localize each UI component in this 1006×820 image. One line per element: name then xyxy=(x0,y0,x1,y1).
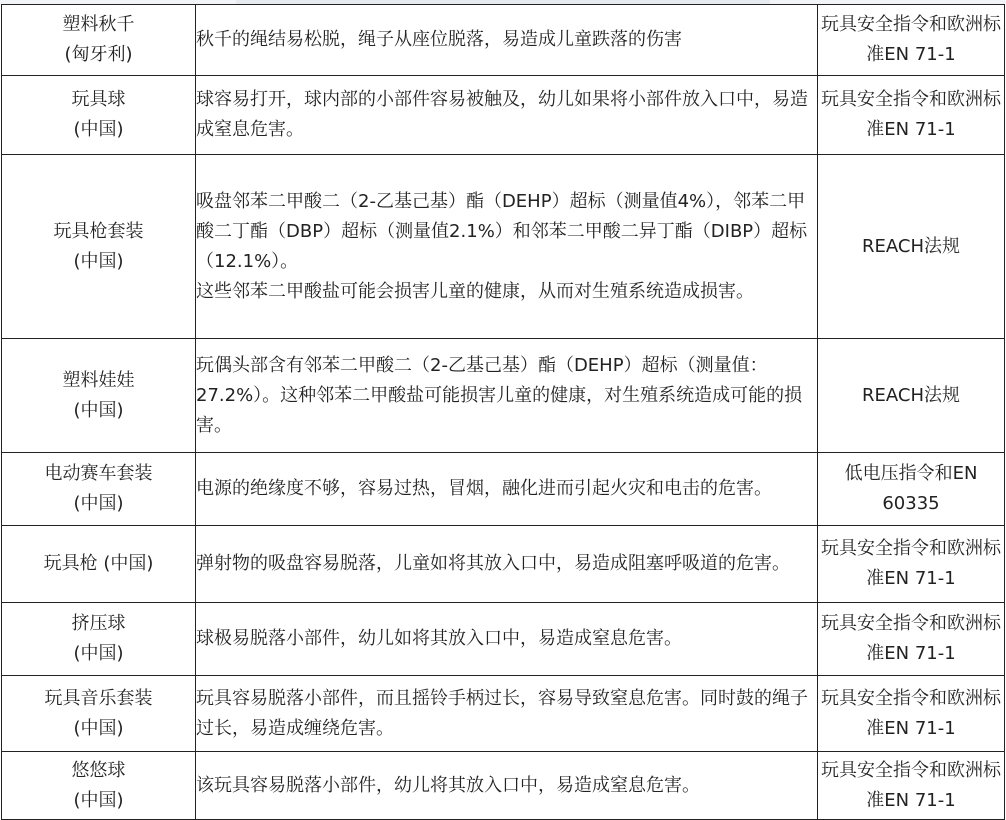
measure-cell: 玩具安全指令和欧洲标准EN 71-1 xyxy=(818,752,1005,820)
table-row xyxy=(2,155,1005,339)
hazard-text: 玩偶头部含有邻苯二甲酸二（2-乙基己基）酯（DEHP）超标（测量值：27.2%）。这种邻苯二甲酸盐可能损害儿童的健康，对生殖系统造成可能的损害。 xyxy=(196,354,803,436)
hazard-cell xyxy=(196,339,818,453)
product-cell xyxy=(2,339,196,453)
table-row xyxy=(2,5,1005,76)
product-origin: (中国) xyxy=(73,643,124,664)
product-cell xyxy=(2,752,196,820)
hazard-cell xyxy=(196,76,818,155)
measure-cell: 玩具安全指令和欧洲标准EN 71-1 xyxy=(818,676,1005,752)
measure-cell: REACH法规 xyxy=(818,339,1005,453)
table-row xyxy=(2,603,1005,676)
product-name: 玩具枪 (中国) xyxy=(43,553,154,574)
product-origin: (中国) xyxy=(73,250,124,272)
hazard-cell xyxy=(196,676,818,752)
hazard-text: 球容易打开，球内部的小部件容易被触及，幼儿如果将小部件放入口中，易造成窒息危害。 xyxy=(196,89,808,140)
measure-cell: 低电压指令和EN 60335 xyxy=(818,453,1005,526)
product-origin: (中国) xyxy=(73,717,124,739)
table-row xyxy=(2,752,1005,820)
product-origin: (中国) xyxy=(73,493,124,514)
product-cell xyxy=(2,676,196,752)
hazard-cell xyxy=(196,155,818,339)
measure-cell: 玩具安全指令和欧洲标准EN 71-1 xyxy=(818,76,1005,155)
product-name: 悠悠球 xyxy=(71,759,126,781)
product-recall-table xyxy=(1,4,1005,820)
measure-cell: 玩具安全指令和欧洲标准EN 71-1 xyxy=(818,603,1005,676)
hazard-cell xyxy=(196,5,818,76)
product-cell xyxy=(2,603,196,676)
product-name: 玩具枪套装 xyxy=(53,220,144,242)
product-origin: (中国) xyxy=(73,399,124,421)
product-cell xyxy=(2,155,196,339)
product-origin: (匈牙利) xyxy=(64,44,133,65)
measure-cell: 玩具安全指令和欧洲标准EN 71-1 xyxy=(818,5,1005,76)
table-row xyxy=(2,676,1005,752)
hazard-text: 这些邻苯二甲酸盐可能会损害儿童的健康，从而对生殖系统造成损害。 xyxy=(196,280,754,302)
product-origin: (中国) xyxy=(73,119,124,140)
table-row xyxy=(2,339,1005,453)
hazard-text: 弹射物的吸盘容易脱落，儿童如将其放入口中，易造成阻塞呼吸道的危害。 xyxy=(196,553,790,574)
hazard-cell xyxy=(196,603,818,676)
product-name: 挤压球 xyxy=(71,613,126,634)
table-row xyxy=(2,453,1005,526)
product-origin: (中国) xyxy=(73,789,124,811)
hazard-cell xyxy=(196,526,818,603)
product-name: 塑料秋千 xyxy=(62,14,135,35)
product-name: 塑料娃娃 xyxy=(62,369,135,391)
hazard-text: 该玩具容易脱落小部件，幼儿将其放入口中，易造成窒息危害。 xyxy=(196,774,700,796)
hazard-text: 吸盘邻苯二甲酸二（2-乙基己基）酯（DEHP）超标（测量值4%），邻苯二甲酸二丁酯（DBP）超标（测量值2.1%）和邻苯二甲酸二异丁酯（DIBP）超标（12.1%）。 xyxy=(196,190,808,272)
hazard-text: 球极易脱落小部件，幼儿如将其放入口中，易造成窒息危害。 xyxy=(196,628,682,649)
product-name: 玩具音乐套装 xyxy=(44,687,153,709)
product-cell xyxy=(2,526,196,603)
hazard-text: 玩具容易脱落小部件，而且摇铃手柄过长，容易导致窒息危害。同时鼓的绳子过长，易造成缠绕危害。 xyxy=(196,687,808,739)
hazard-cell xyxy=(196,752,818,820)
product-cell xyxy=(2,5,196,76)
product-name: 电动赛车套装 xyxy=(44,463,153,484)
product-cell xyxy=(2,453,196,526)
product-cell xyxy=(2,76,196,155)
product-name: 玩具球 xyxy=(71,89,126,110)
table-row xyxy=(2,526,1005,603)
hazard-text: 秋千的绳结易松脱，绳子从座位脱落，易造成儿童跌落的伤害 xyxy=(196,29,682,50)
measure-cell: 玩具安全指令和欧洲标准EN 71-1 xyxy=(818,526,1005,603)
hazard-text: 电源的绝缘度不够，容易过热，冒烟，融化进而引起火灾和电击的危害。 xyxy=(196,478,772,499)
measure-cell: REACH法规 xyxy=(818,155,1005,339)
hazard-cell xyxy=(196,453,818,526)
table-row xyxy=(2,76,1005,155)
